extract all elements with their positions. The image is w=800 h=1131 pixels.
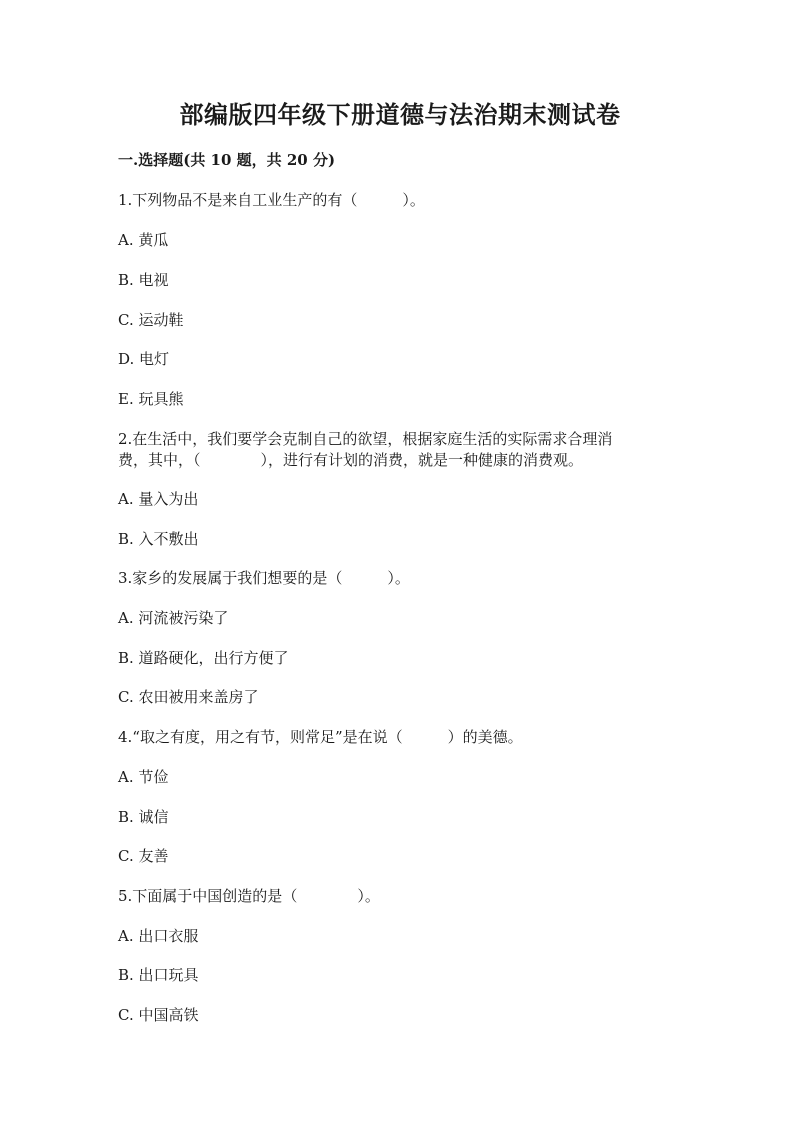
question-1-option-a[interactable]: A. 黄瓜 xyxy=(118,231,169,249)
question-2-stem-line-1: 2.在生活中，我们要学会克制自己的欲望，根据家庭生活的实际需求合理消 xyxy=(118,430,613,448)
question-3-stem: 3.家乡的发展属于我们想要的是（ ）。 xyxy=(118,569,410,587)
question-3-option-a[interactable]: A. 河流被污染了 xyxy=(118,609,229,627)
question-2-option-b[interactable]: B. 入不敷出 xyxy=(118,530,199,548)
question-4-option-a[interactable]: A. 节俭 xyxy=(118,768,169,786)
question-5-stem: 5.下面属于中国创造的是（ ）。 xyxy=(118,887,380,905)
page-title: 部编版四年级下册道德与法治期末测试卷 xyxy=(179,100,621,129)
question-1-option-e[interactable]: E. 玩具熊 xyxy=(118,390,184,408)
question-1-option-c[interactable]: C. 运动鞋 xyxy=(118,311,184,329)
question-2-option-a[interactable]: A. 量入为出 xyxy=(118,490,199,508)
question-5-option-b[interactable]: B. 出口玩具 xyxy=(118,966,199,984)
question-4-option-b[interactable]: B. 诚信 xyxy=(118,808,169,826)
question-5-option-a[interactable]: A. 出口衣服 xyxy=(118,927,199,945)
question-4-stem: 4.“取之有度，用之有节，则常足”是在说（ ）的美德。 xyxy=(118,728,523,746)
question-4-option-c[interactable]: C. 友善 xyxy=(118,847,169,865)
section-heading: 一.选择题(共 10 题，共 20 分) xyxy=(118,151,336,169)
question-5-option-c[interactable]: C. 中国高铁 xyxy=(118,1006,199,1024)
question-1-stem: 1.下列物品不是来自工业生产的有（ ）。 xyxy=(118,191,425,209)
question-1-option-d[interactable]: D. 电灯 xyxy=(118,350,170,368)
question-3-option-b[interactable]: B. 道路硬化，出行方便了 xyxy=(118,649,289,667)
question-1-option-b[interactable]: B. 电视 xyxy=(118,271,169,289)
question-3-option-c[interactable]: C. 农田被用来盖房了 xyxy=(118,688,259,706)
question-2-stem-line-2: 费，其中，（ ），进行有计划的消费，就是一种健康的消费观。 xyxy=(118,451,584,469)
